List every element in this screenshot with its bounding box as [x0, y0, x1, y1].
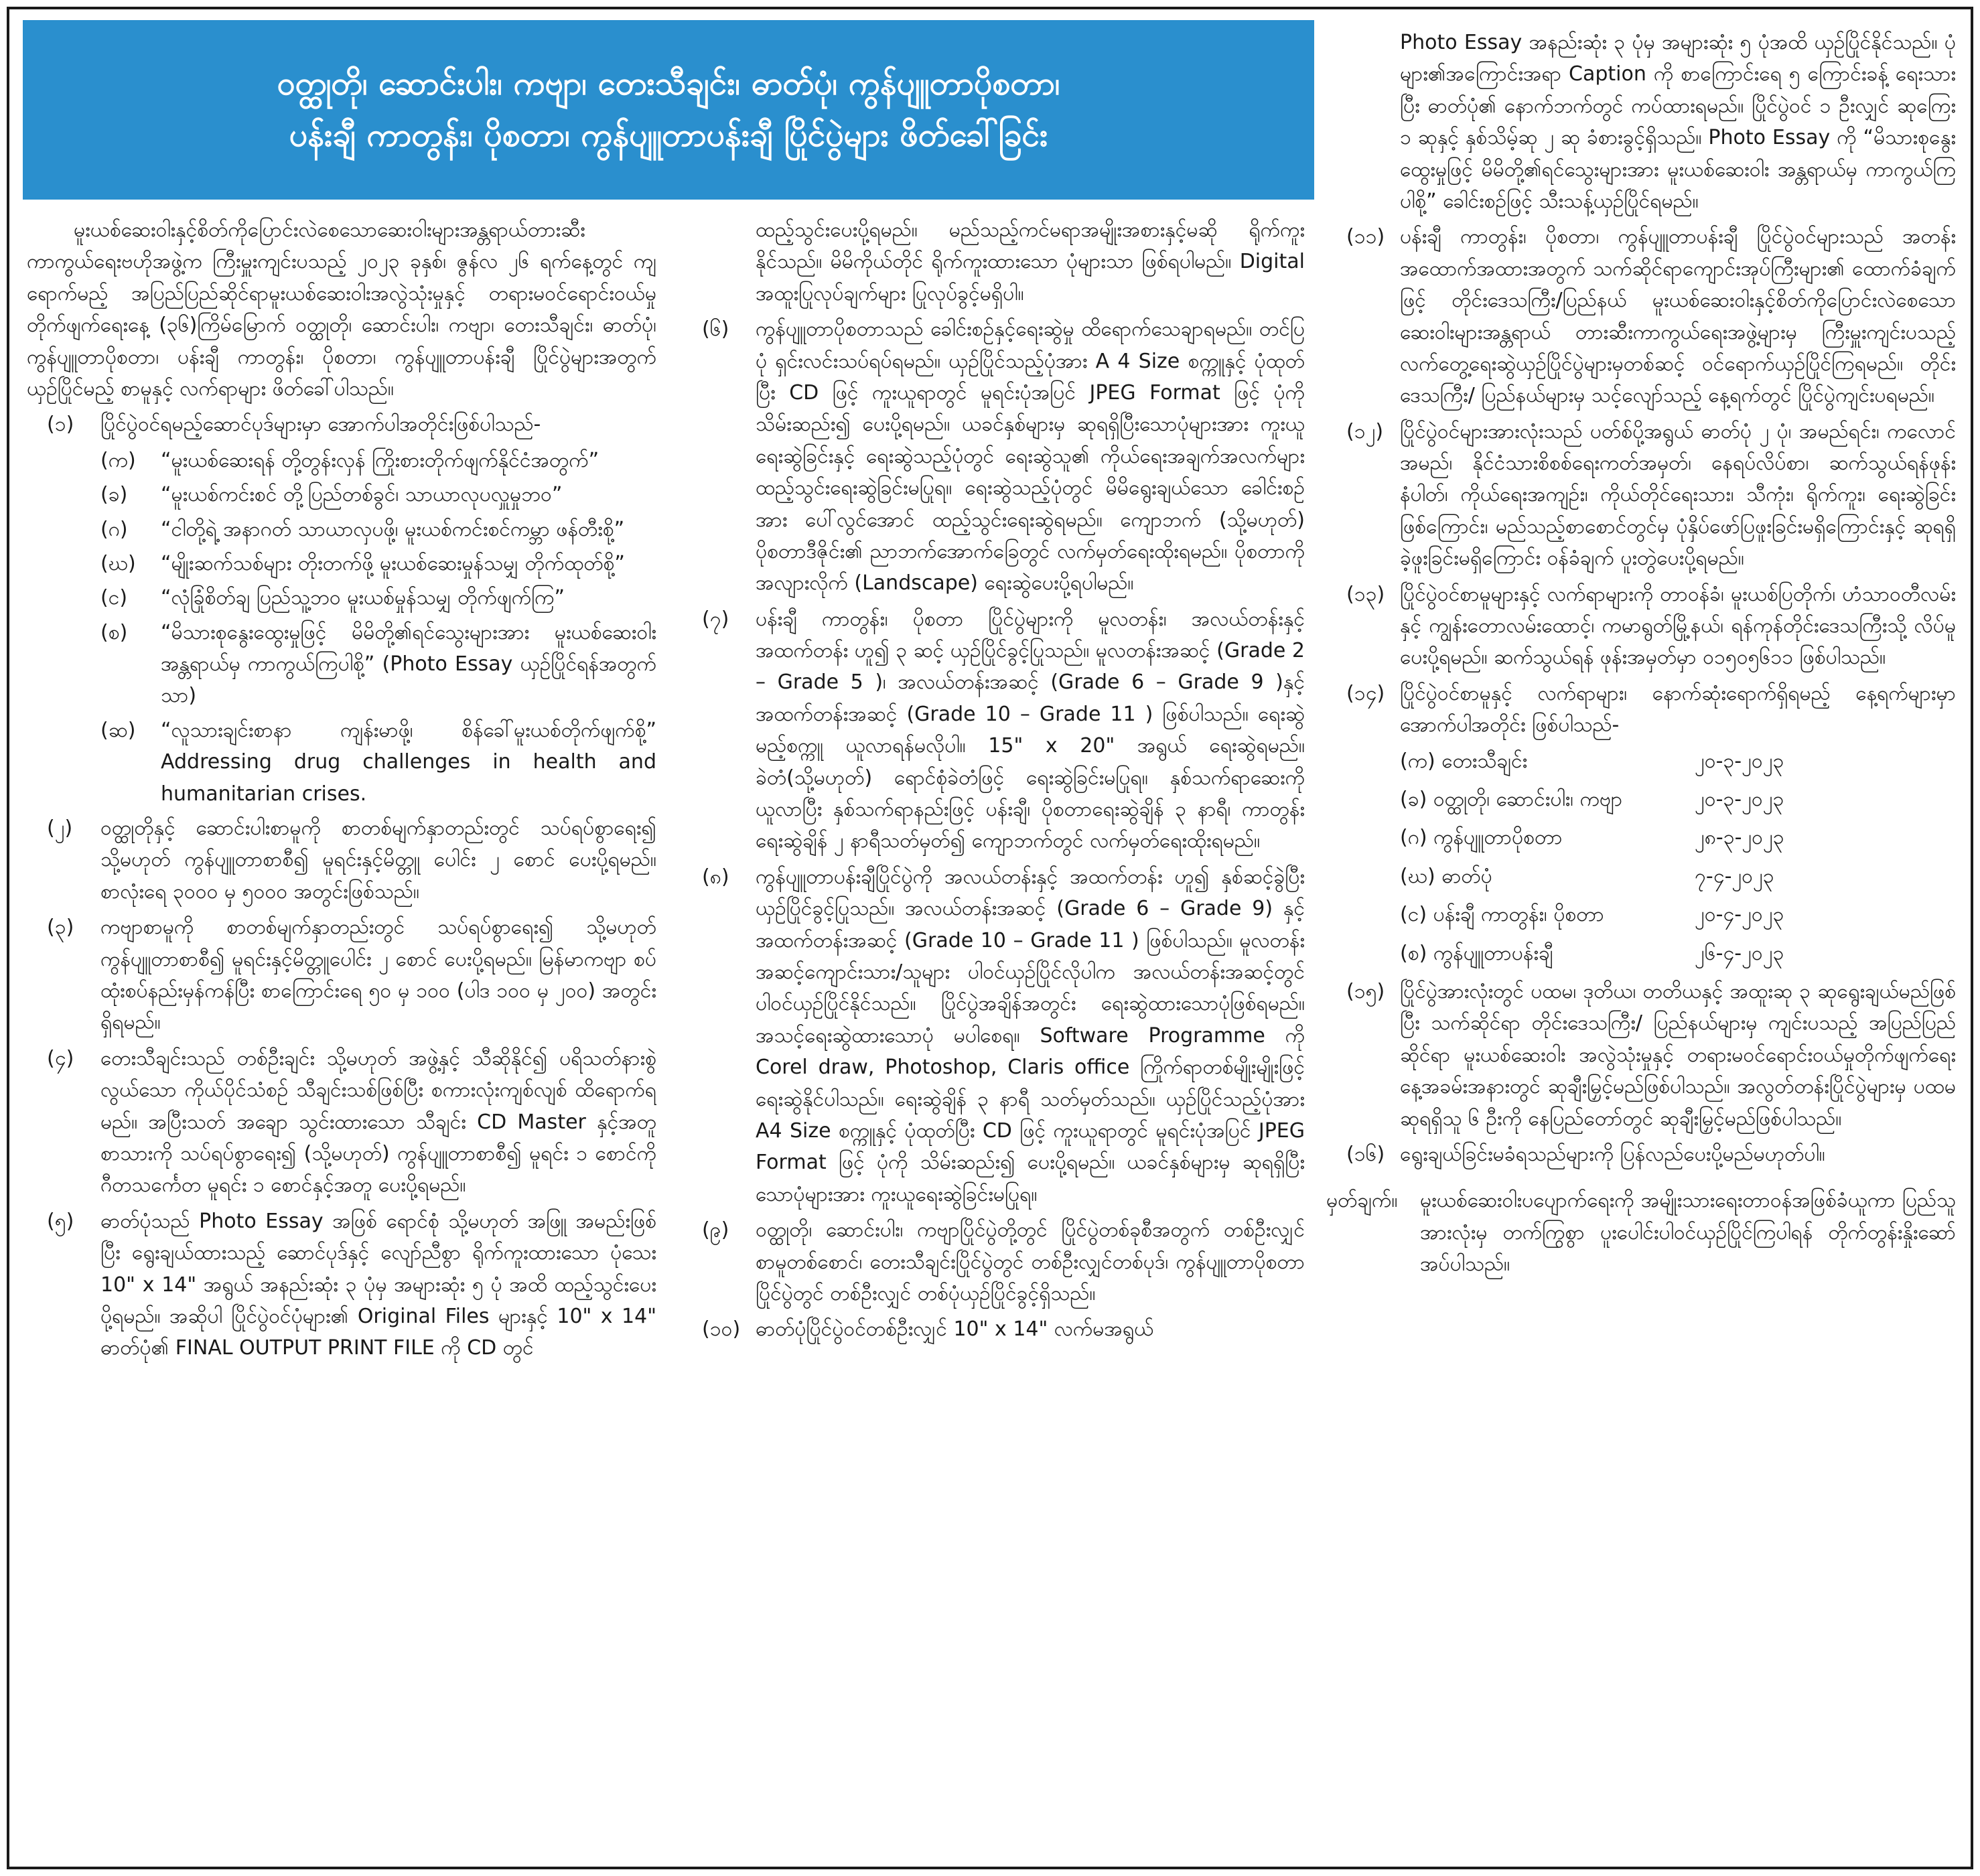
intro-paragraph: မူးယစ်ဆေးဝါးနှင့်စိတ်ကိုပြောင်းလဲစေသောဆေးဝါးများအန္တရာယ်တားဆီးကာကွယ်ရေးဗဟိုအဖွဲ့က ကြီးမှူးကျင်းပသည့် ၂၀၂၃ ခုနှစ်၊ ဇွန်လ ၂၆ ရက်နေ့တွင် ကျရောက်မည့် အပြည်ပြည်ဆိုင်ရာမူးယစ်ဆေးဝါးအလွဲသုံးမှုနှင့် တရားမဝင်ရောင်းဝယ်မှုတိုက်ဖျက်ရေးနေ့ (၃၆)ကြိမ်မြောက် ဝတ္ထုတို၊ ဆောင်းပါး၊ ကဗျာ၊ တေးသီချင်း၊ ဓာတ်ပုံ၊ ကွန်ပျူတာပိုစတာ၊ ပန်းချီ ကာတွန်း၊ ပိုစတာ၊ ကွန်ပျူတာပန်းချီ ပြိုင်ပွဲများအတွက် ယှဉ်ပြိုင်မည့် စာမူနှင့် လက်ရာများ ဖိတ်ခေါ်ပါသည်။ — [27, 218, 656, 401]
item-text: ရွေးချယ်ခြင်းမခံရသည်များကို ပြန်လည်ပေးပို့မည်မဟုတ်ပါ။ — [1400, 1142, 1825, 1166]
item-text: ပြိုင်ပွဲဝင်စာမူနှင့် လက်ရာများ၊ နောက်ဆုံးရောက်ရှိရမည့် နေ့ရက်များမှာ အောက်ပါအတိုင်း ဖြစ်ပါသည်- — [1400, 681, 1956, 737]
column-1 — [27, 214, 656, 1862]
item-number: (၆) — [702, 317, 729, 342]
rule-item-2 — [27, 812, 656, 908]
item-text: ပြိုင်ပွဲဝင်ရမည့်ဆောင်ပုဒ်များမှာ အောက်ပါအတိုင်းဖြစ်ပါသည်- — [100, 413, 541, 437]
slogan-number: (ဃ) — [100, 551, 136, 575]
slogan-number: (ဂ) — [100, 517, 128, 541]
item-number: (၄) — [47, 1046, 74, 1070]
item-number: (၉) — [702, 1218, 729, 1242]
item-number: (၇) — [702, 607, 729, 631]
deadline-category: (က) တေးသီချင်း — [1400, 749, 1528, 773]
deadline-date: ၂၈-၃-၂၀၂၃ — [1695, 826, 1784, 850]
rule-item-10 — [682, 1313, 1305, 1345]
rule-item-8 — [682, 861, 1305, 1210]
item-text: ပြိုင်ပွဲဝင်များအားလုံးသည် ပတ်စ်ပို့အရွယ် ဓာတ်ပုံ ၂ ပုံ၊ အမည်ရင်း၊ ကလောင်အမည်၊ နိုင်ငံသားစိစစ်ရေးကတ်အမှတ်၊ နေရပ်လိပ်စာ၊ ဆက်သွယ်ရန်ဖုန်းနံပါတ်၊ ကိုယ်ရေးအကျဉ်း၊ ကိုယ်တိုင်ရေးသား၊ သီကုံး၊ ရိုက်ကူး၊ ရေးဆွဲခြင်းဖြစ်ကြောင်း၊ မည်သည့်စာစောင်တွင်မှ ပုံနှိပ်ဖော်ပြဖူးခြင်းမရှိကြောင်းနှင့် ဆုရရှိခဲ့ဖူးခြင်းမရှိကြောင်း ဝန်ခံချက် ပူးတွဲပေးပို့ရမည်။ — [1400, 419, 1956, 571]
item-text: ပန်းချီ ကာတွန်း၊ ပိုစတာ ပြိုင်ပွဲများကို မူလတန်း၊ အလယ်တန်းနှင့် အထက်တန်း ဟူ၍ ၃ ဆင့် ယှဉ်ပြိုင်ခွင့်ပြုသည်။ မူလတန်းအဆင့် (Grade 2 – Grade 5 )၊ အလယ်တန်းအဆင့် (Grade 6 – Grade 9 )နှင့် အထက်တန်းအဆင့် (Grade 10 – Grade 11 ) ဖြစ်ပါသည်။ ရေးဆွဲမည့်စက္ကူ ယူလာရန်မလိုပါ။ 15" x 20" အရွယ် ရေးဆွဲရမည်။ ခဲတံ(သို့မဟုတ်) ရောင်စုံခဲတံဖြင့် ရေးဆွဲခြင်းမပြုရ။ နှစ်သက်ရာဆေးကို ယူလာပြီး နှစ်သက်ရာနည်းဖြင့် ပန်းချီ၊ ပိုစတာရေးဆွဲချိန် ၃ နာရီ၊ ကာတွန်းရေးဆွဲချိန် ၂ နာရီသတ်မှတ်၍ ကျောဘက်တွင် လက်မှတ်ရေးထိုးရမည်။ — [756, 607, 1305, 853]
slogan-item — [27, 582, 656, 614]
column-3 — [1326, 27, 1956, 1862]
slogan-number: (ခ) — [100, 483, 128, 507]
rule-item-5 — [27, 1206, 656, 1364]
deadline-row — [1400, 899, 1956, 930]
title-banner — [23, 20, 1314, 200]
item-number: (၁၀) — [702, 1317, 741, 1342]
column-2 — [682, 214, 1305, 1862]
note-label: မှတ်ချက်။ — [1326, 1189, 1398, 1213]
slogan-text: “လူသားချင်းစာနာ ကျန်းမာဖို့၊ စိန်ခေါ်မူးယစ်တိုက်ဖျက်စို့” Addressing drug challenges in health and humanitarian crises. — [161, 718, 656, 806]
slogan-item — [27, 715, 656, 810]
rule-item-6 — [682, 313, 1305, 599]
deadline-row — [1400, 745, 1956, 777]
deadline-date: ၇-၄-၂၀၂၃ — [1695, 864, 1774, 888]
deadline-date: ၂၀-၄-၂၀၂၃ — [1695, 903, 1784, 927]
deadline-category: (ခ) ဝတ္ထုတို၊ ဆောင်းပါး၊ ကဗျာ — [1400, 787, 1623, 811]
deadline-date: ၂၆-၄-၂၀၂၃ — [1695, 941, 1784, 965]
item-text: ကွန်ပျူတာပန်းချီပြိုင်ပွဲကို အလယ်တန်းနှင့် အထက်တန်း ဟူ၍ နှစ်ဆင့်ခွဲပြီး ယှဉ်ပြိုင်ခွင့်ပြုသည်။ အလယ်တန်းအဆင့် (Grade 6 – Grade 9) နှင့် အထက်တန်းအဆင့် (Grade 10 – Grade 11 ) ဖြစ်ပါသည်။ မူလတန်းအဆင့်ကျောင်းသား/သူများ ပါဝင်ယှဉ်ပြိုင်လိုပါက အလယ်တန်းအဆင့်တွင် ပါဝင်ယှဉ်ပြိုင်နိုင်သည်။ ပြိုင်ပွဲအချိန်အတွင်း ရေးဆွဲထားသောပုံဖြစ်ရမည်။ အသင့်ရေးဆွဲထားသောပုံ မပါစေရ။ Software Programme ကို Corel draw, Photoshop, Claris office ကြိုက်ရာတစ်မျိုးမျိုးဖြင့် ရေးဆွဲနိုင်ပါသည်။ ရေးဆွဲချိန် ၃ နာရီ သတ်မှတ်သည်။ ယှဉ်ပြိုင်သည့်ပုံအား A4 Size စက္ကူနှင့် ပုံထုတ်ပြီး CD ဖြင့် ကူးယူရာတွင် မူရင်းပုံအပြင် JPEG Format ဖြင့် ပုံကို သိမ်းဆည်း၍ ပေးပို့ရမည်။ ယခင်နှစ်များမှ ဆုရရှိပြီးသောပုံများအား ကူးယူရေးဆွဲခြင်းမပြုရ။ — [756, 865, 1305, 1206]
rule-item-4 — [27, 1043, 656, 1202]
rule-item-3 — [27, 912, 656, 1039]
slogan-text: “မျိုးဆက်သစ်များ တိုးတက်ဖို့ မူးယစ်ဆေးမှုန်သမျှ တိုက်ထုတ်စို့” — [161, 551, 625, 575]
rule-item-9 — [682, 1214, 1305, 1309]
item-number: (၁၂) — [1346, 419, 1384, 443]
item-number: (၁) — [47, 413, 74, 437]
deadline-list — [1326, 745, 1956, 969]
slogan-text: “ငါတို့ရဲ့ အနာဂတ် သာယာလှပဖို့၊ မူးယစ်ကင်းစင်ကမ္ဘာ ဖန်တီးစို့” — [161, 517, 625, 541]
note-text: မူးယစ်ဆေးဝါးပပျောက်ရေးကို အမျိုးသားရေးတာဝန်အဖြစ်ခံယူကာ ပြည်သူအားလုံးမှ တက်ကြွစွာ ပူးပေါင်းပါဝင်ယှဉ်ပြိုင်ကြပါရန် တိုက်တွန်းနှိုးဆော်အပ်ပါသည်။ — [1420, 1189, 1956, 1277]
rule-item-14 — [1326, 678, 1956, 741]
item-number: (၁၆) — [1346, 1142, 1385, 1166]
slogan-item — [27, 548, 656, 579]
item-text: ပြိုင်ပွဲအားလုံးတွင် ပထမ၊ ဒုတိယ၊ တတိယနှင့် အထူးဆု ၃ ဆုရွေးချယ်မည်ဖြစ်ပြီး သက်ဆိုင်ရာ တိုင်းဒေသကြီး/ ပြည်နယ်များမှ ကျင်းပသည့် အပြည်ပြည်ဆိုင်ရာ မူးယစ်ဆေးဝါး အလွဲသုံးမှုနှင့် တရားမဝင်ရောင်းဝယ်မှုတိုက်ဖျက်ရေးနေ့အခမ်းအနားတွင် ဆုချီးမြှင့်မည်ဖြစ်ပါသည်။ အလွတ်တန်းပြိုင်ပွဲများမှ ပထမဆုရရှိသူ ၆ ဦးကို နေပြည်တော်တွင် ဆုချီးမြှင့်မည်ဖြစ်ပါသည်။ — [1400, 979, 1956, 1131]
slogan-item — [27, 479, 656, 510]
item-text: ကဗျာစာမူကို စာတစ်မျက်နှာတည်းတွင် သပ်ရပ်စွာရေး၍ သို့မဟုတ် ကွန်ပျူတာစာစီ၍ မူရင်းနှင့်မိတ္တူပေါင်း ၂ စောင် ပေးပို့ရမည်။ မြန်မာကဗျာ စပ်ထုံးစပ်နည်းမှန်ကန်ပြီး စာကြောင်းရေ ၅၀ မှ ၁၀၀ (ပါဒ ၁၀၀ မှ ၂၀၀) အတွင်း ရှိရမည်။ — [100, 916, 656, 1035]
deadline-row — [1400, 861, 1956, 892]
rule-item-5-continued: ထည့်သွင်းပေးပို့ရမည်။ မည်သည့်ကင်မရာအမျိုးအစားနှင့်မဆို ရိုက်ကူးနိုင်သည်။ မိမိကိုယ်တိုင် ရိုက်ကူးထားသော ပုံများသာ ဖြစ်ရပါမည်။ Digital အထူးပြုလုပ်ချက်များ ပြုလုပ်ခွင့်မရှိပါ။ — [756, 218, 1305, 305]
item-text: ဝတ္ထုတိုနှင့် ဆောင်းပါးစာမူကို စာတစ်မျက်နှာတည်းတွင် သပ်ရပ်စွာရေး၍ သို့မဟုတ် ကွန်ပျူတာစာစီ၍ မူရင်းနှင့်မိတ္တူ ပေါင်း ၂ စောင် ပေးပို့ရမည်။ စာလုံးရေ ၃၀၀၀ မှ ၅၀၀၀ အတွင်းဖြစ်သည်။ — [100, 816, 656, 904]
slogan-item — [27, 514, 656, 545]
slogan-text: “မူးယစ်ဆေးရန် တို့တွန်းလှန် ကြိုးစားတိုက်ဖျက်နိုင်ငံအတွက်” — [161, 448, 599, 472]
deadline-date: ၂၀-၃-၂၀၂၃ — [1695, 787, 1784, 811]
deadline-row — [1400, 938, 1956, 969]
deadline-date: ၂၀-၃-၂၀၂၃ — [1695, 749, 1784, 773]
item-number: (၅) — [47, 1209, 74, 1233]
rule-item-16 — [1326, 1139, 1956, 1170]
deadline-category: (ဃ) ဓာတ်ပုံ — [1400, 864, 1492, 888]
banner-title-line-2: ပန်းချီ ကာတွန်း၊ ပိုစတာ၊ ကွန်ပျူတာပန်းချီ ပြိုင်ပွဲများ ဖိတ်ခေါ်ခြင်း — [289, 117, 1048, 154]
deadline-category: (စ) ကွန်ပျူတာပန်းချီ — [1400, 941, 1553, 965]
item-text: ဝတ္ထုတို၊ ဆောင်းပါး၊ ကဗျာပြိုင်ပွဲတို့တွင် ပြိုင်ပွဲတစ်ခုစီအတွက် တစ်ဦးလျှင် စာမူတစ်စောင်၊ တေးသီချင်းပြိုင်ပွဲတွင် တစ်ဦးလျှင်တစ်ပုဒ်၊ ကွန်ပျူတာပိုစတာပြိုင်ပွဲတွင် တစ်ဦးလျှင် တစ်ပုံယှဉ်ပြိုင်ခွင့်ရှိသည်။ — [756, 1218, 1305, 1305]
deadline-row — [1400, 784, 1956, 815]
item-text: တေးသီချင်းသည် တစ်ဦးချင်း သို့မဟုတ် အဖွဲ့နှင့် သီဆိုနိုင်၍ ပရိသတ်နားစွဲလွယ်သော ကိုယ်ပိုင်သံစဉ် သီချင်းသစ်ဖြစ်ပြီး စကားလုံးကျစ်လျစ် ထိရောက်ရမည်။ အပြီးသတ် အချော သွင်းထားသော သီချင်း CD Master နှင့်အတူ စာသားကို သပ်ရပ်စွာရေး၍ (သို့မဟုတ်) ကွန်ပျူတာစာစီ၍ မူရင်း ၁ စောင်ကို ဂီတသင်္ကေတ မူရင်း ၁ စောင်နှင့်အတူ ပေးပို့ရမည်။ — [100, 1046, 656, 1198]
item-number: (၁၄) — [1346, 681, 1385, 705]
deadline-row — [1400, 822, 1956, 853]
rule-item-10-continued: Photo Essay အနည်းဆုံး ၃ ပုံမှ အများဆုံး ၅ ပုံအထိ ယှဉ်ပြိုင်နိုင်သည်။ ပုံများ၏အကြောင်းအရာ Caption ကို စာကြောင်းရေ ၅ ကြောင်းခန့် ရေးသားပြီး ဓာတ်ပုံ၏ နောက်ဘက်တွင် ကပ်ထားရမည်။ ပြိုင်ပွဲဝင် ၁ ဦးလျှင် ဆုကြေး ၁ ဆုနှင့် နှစ်သိမ့်ဆု ၂ ဆု ခံစားခွင့်ရှိသည်။ Photo Essay ကို “မိသားစုနွေးထွေးမှုဖြင့် မိမိတို့၏ရင်သွေးများအား မူးယစ်ဆေးဝါး အန္တရာယ်မှ ကာကွယ်ကြပါစို့” ခေါင်းစဉ်ဖြင့် သီးသန့်ယှဉ်ပြိုင်ရမည်။ — [1400, 31, 1956, 213]
slogan-item — [27, 617, 656, 712]
slogan-number: (ဆ) — [100, 718, 136, 742]
rule-item-1 — [27, 409, 656, 440]
slogan-text: “လုံခြုံစိတ်ချ ပြည်သူ့ဘဝ မူးယစ်မှုန်သမျှ တိုက်ဖျက်ကြ” — [161, 586, 565, 610]
slogan-text: “မိသားစုနွေးထွေးမှုဖြင့် မိမိတို့၏ရင်သွေးများအား မူးယစ်ဆေးဝါး အန္တရာယ်မှ ကာကွယ်ကြပါစို့” (Photo Essay ယှဉ်ပြိုင်ရန်အတွက်သာ) — [161, 620, 656, 708]
slogan-text: “မူးယစ်ကင်းစင် တို့ပြည်တစ်ခွင်၊ သာယာလုပလှူမှုဘဝ” — [161, 483, 563, 507]
slogan-number: (က) — [100, 448, 136, 472]
item-text: ကွန်ပျူတာပိုစတာသည် ခေါင်းစဉ်နှင့်ရေးဆွဲမှု ထိရောက်သေချာရမည်။ တင်ပြပုံ ရှင်းလင်းသပ်ရပ်ရမည်။ ယှဉ်ပြိုင်သည့်ပုံအား A 4 Size စက္ကူနှင့် ပုံထုတ်ပြီး CD ဖြင့် ကူးယူရာတွင် မူရင်းပုံအပြင် JPEG Format ဖြင့် ပုံကိုသိမ်းဆည်း၍ ပေးပို့ရမည်။ ယခင်နှစ်များမှ ဆုရရှိပြီးသောပုံများအား ကူးယူရေးဆွဲခြင်းနှင့် ရေးဆွဲသည့်ပုံတွင် ရေးဆွဲသူ၏ ကိုယ်ရေးအချက်အလက်များ ထည့်သွင်းရေးဆွဲခြင်းမပြုရ။ ရေးဆွဲသည့်ပုံတွင် မိမိရွေးချယ်သော ခေါင်းစဉ်အား ပေါ်လွင်အောင် ထည့်သွင်းရေးဆွဲရမည်။ ကျောဘက် (သို့မဟုတ်) ပိုစတာဒီဇိုင်း၏ ညာဘက်အောက်ခြေတွင် လက်မှတ်ရေးထိုးရမည်။ ပိုစတာကို အလျားလိုက် (Landscape) ရေးဆွဲပေးပို့ရပါမည်။ — [756, 317, 1305, 595]
deadline-category: (င) ပန်းချီ ကာတွန်း၊ ပိုစတာ — [1400, 903, 1604, 927]
item-text: ပြိုင်ပွဲဝင်စာမူများနှင့် လက်ရာများကို တာဝန်ခံ၊ မူးယစ်ပြတိုက်၊ ဟံသာဝတီလမ်းနှင့် ကျွန်းတောလမ်းထောင့်၊ ကမာရွတ်မြို့နယ်၊ ရန်ကုန်တိုင်းဒေသကြီးသို့ လိပ်မူပေးပို့ရမည်။ ဆက်သွယ်ရန် ဖုန်းအမှတ်မှာ ၀၁၅၀၅၆၁၁ ဖြစ်ပါသည်။ — [1400, 582, 1956, 670]
item-number: (၁၁) — [1346, 225, 1385, 249]
item-number: (၃) — [47, 916, 74, 940]
rule-item-13 — [1326, 579, 1956, 674]
rule-item-7 — [682, 603, 1305, 857]
banner-title-line-1: ဝတ္ထုတို၊ ဆောင်းပါး၊ ကဗျာ၊ တေးသီချင်း၊ ဓာတ်ပုံ၊ ကွန်ပျူတာပိုစတာ၊ — [277, 65, 1060, 103]
item-number: (၁၃) — [1346, 582, 1385, 606]
item-number: (၁၅) — [1346, 979, 1385, 1003]
rule-item-11 — [1326, 221, 1956, 411]
rule-item-12 — [1326, 416, 1956, 575]
item-text: ပန်းချီ ကာတွန်း၊ ပိုစတာ၊ ကွန်ပျူတာပန်းချီ ပြိုင်ပွဲဝင်များသည် အတန်းအထောက်အထားအတွက် သက်ဆိုင်ရာကျောင်းအုပ်ကြီးများ၏ ထောက်ခံချက်ဖြင့် တိုင်းဒေသကြီး/ပြည်နယ် မူးယစ်ဆေးဝါးနှင့်စိတ်ကိုပြောင်းလဲစေသောဆေးဝါးများအန္တရာယ် တားဆီးကာကွယ်ရေးအဖွဲ့များမှ ကြီးမှူးကျင်းပသည့် လက်တွေ့ရေးဆွဲယှဉ်ပြိုင်ပွဲများမှတစ်ဆင့် ဝင်ရောက်ယှဉ်ပြိုင်ကြရမည်။ တိုင်းဒေသကြီး/ ပြည်နယ်များမှ သင့်လျော်သည့် နေ့ရက်တွင် ပြိုင်ပွဲကျင်းပရမည်။ — [1400, 225, 1956, 408]
slogan-item — [27, 445, 656, 476]
rule-item-15 — [1326, 976, 1956, 1135]
item-number: (၈) — [702, 865, 729, 889]
closing-note — [1326, 1185, 1956, 1280]
slogan-number: (င) — [100, 586, 128, 610]
slogan-number: (စ) — [100, 620, 128, 644]
item-text: ဓာတ်ပုံပြိုင်ပွဲဝင်တစ်ဦးလျှင် 10" x 14" လက်မအရွယ် — [756, 1317, 1154, 1342]
item-number: (၂) — [47, 816, 73, 841]
item-text: ဓာတ်ပုံသည် Photo Essay အဖြစ် ရောင်စုံ သို့မဟုတ် အဖြူ အမည်းဖြစ်ပြီး ရွေးချယ်ထားသည့် ဆောင်ပုဒ်နှင့် လျော်ညီစွာ ရိုက်ကူးထားသော ပုံသေး 10" x 14" အရွယ် အနည်းဆုံး ၃ ပုံမှ အများဆုံး ၅ ပုံ အထိ ထည့်သွင်းပေးပို့ရမည်။ အဆိုပါ ပြိုင်ပွဲဝင်ပုံများ၏ Original Files များနှင့် 10" x 14" ဓာတ်ပုံ၏ FINAL OUTPUT PRINT FILE ကို CD တွင် — [100, 1209, 656, 1360]
deadline-category: (ဂ) ကွန်ပျူတာပိုစတာ — [1400, 826, 1563, 850]
